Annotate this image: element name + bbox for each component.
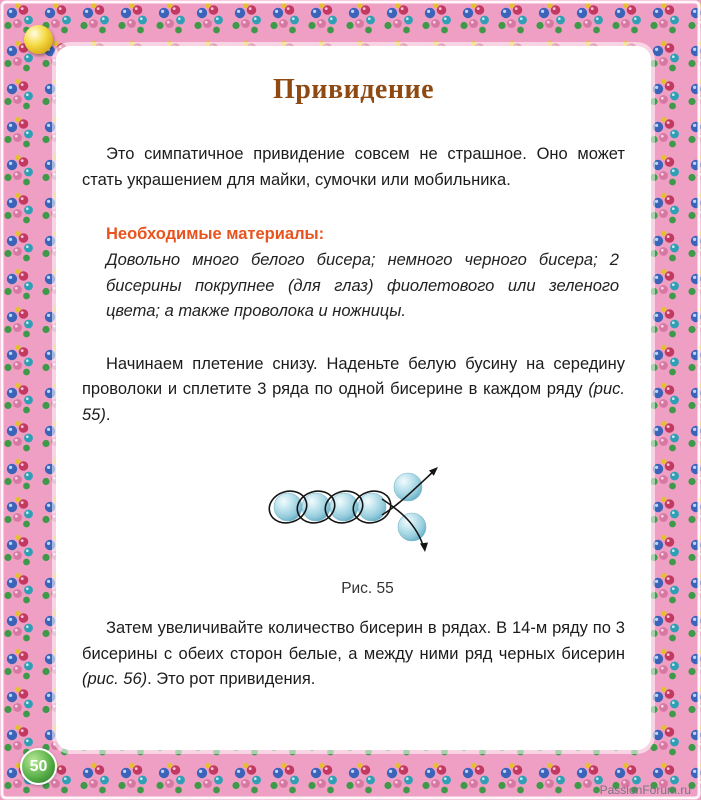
page-title: Привидение: [272, 74, 435, 105]
step1-paragraph: [82, 352, 625, 429]
materials-body: Довольно много белого бисера; немного черного бисера; 2 бисерины покрупнее (для глаз) фиолетового или зеленого цвета; а также проволока и ножницы.: [106, 251, 619, 320]
materials-section: [106, 225, 619, 323]
page-number: 50: [29, 757, 48, 775]
bead-diagram: [258, 445, 478, 563]
figure-55-reference: (рис. 55): [82, 380, 625, 425]
wire-arrows: [420, 467, 438, 552]
step1-text: Начинаем плетение снизу. Наденьте белую бусину на середину проволоки и сплетите 3 ряда по одной бисерине в каждом ряду: [82, 354, 625, 399]
step2-paragraph: [82, 616, 625, 693]
step2-text: Затем увеличивайте количество бисерин в рядах. В 14-м ряду по 3 бисерины с обеих сторон белые, а между ними ряд черных бисерин: [82, 618, 625, 663]
step1-tail: .: [105, 406, 111, 425]
corner-ball-ornament: [24, 25, 53, 54]
page-content: [56, 46, 651, 750]
step2-tail: . Это рот привидения.: [147, 670, 316, 689]
watermark: PassionForum.ru: [599, 783, 691, 797]
materials-heading: Необходимые материалы:: [106, 225, 325, 244]
page-number-badge: [20, 748, 57, 785]
figure-55: [82, 445, 625, 598]
figure-caption: Рис. 55: [341, 579, 394, 597]
intro-paragraph: Это симпатичное привидение совсем не страшное. Оно может стать украшением для майки, сумочки или мобильника.: [82, 145, 625, 189]
figure-56-reference: (рис. 56): [82, 670, 148, 689]
